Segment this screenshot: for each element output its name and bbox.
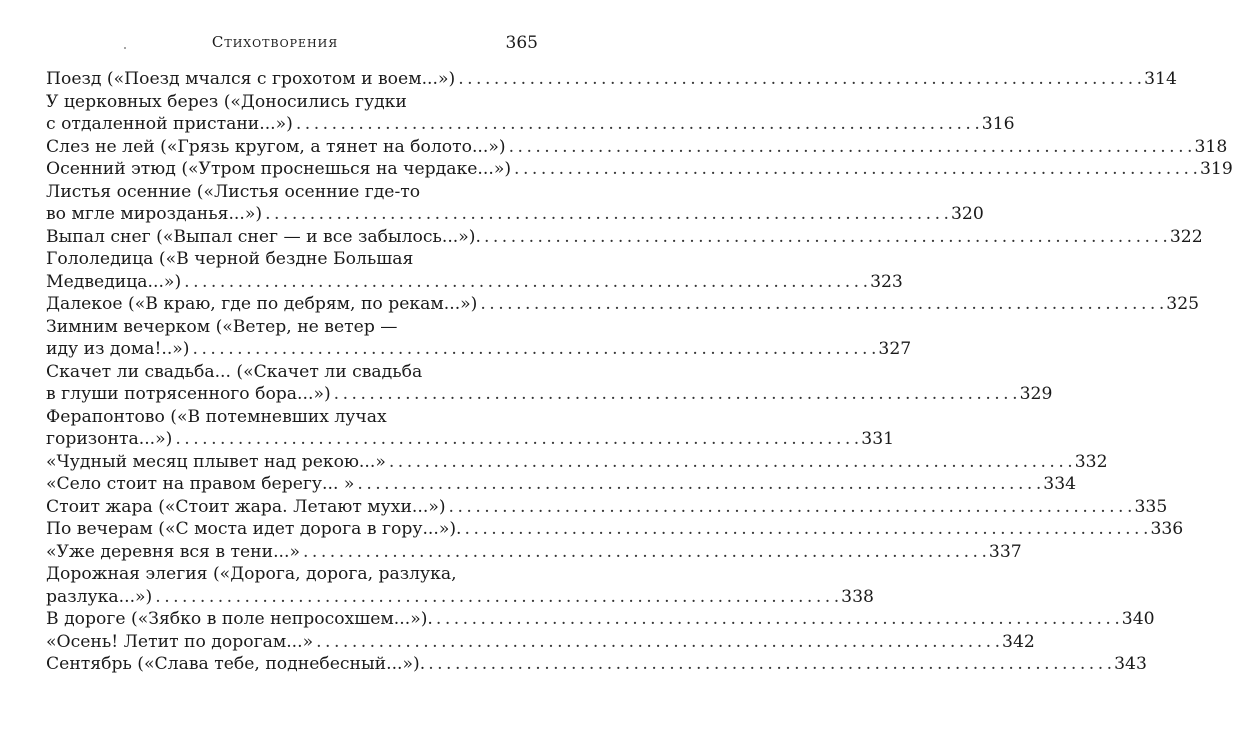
toc-entry <box>46 91 1015 136</box>
toc-entry-title-line: У церковных берез («Доносились гудки <box>46 91 407 112</box>
toc-page-number: 318 <box>1194 136 1228 157</box>
toc-entry-title-line: с отдаленной пристани...») <box>46 114 293 134</box>
toc-entry-title-line: разлука...») <box>46 586 153 607</box>
toc-entry-title-line: Стоит жара («Стоит жара. Летают мухи...») <box>46 496 446 517</box>
toc-page-number: 316 <box>981 114 1015 134</box>
toc-entry <box>46 226 1203 249</box>
toc-entry <box>46 563 874 608</box>
toc-entry-title-line: «Село стоит на правом берегу... » <box>46 474 355 494</box>
table-of-contents <box>46 68 1233 676</box>
toc-entry-last-line <box>46 653 1147 676</box>
toc-entry <box>46 451 1108 474</box>
dot-leader <box>193 338 876 361</box>
dot-leader <box>428 653 1111 676</box>
toc-page-number: 343 <box>1114 654 1147 674</box>
dot-leader <box>265 203 948 226</box>
toc-entry-title-line: Ферапонтово («В потемневших лучах <box>46 406 387 427</box>
toc-entry-title-line: Далекое («В краю, где по дебрям, по рекам...») <box>46 294 478 314</box>
toc-page-number: 320 <box>950 204 984 224</box>
toc-entry <box>46 653 1147 676</box>
toc-entry-title-line: Гололедица («В черной бездне Большая <box>46 249 414 269</box>
toc-entry-last-line <box>46 203 984 226</box>
toc-entry-title-line: «Осень! Летит по дорогам...» <box>46 631 314 652</box>
toc-page-number: 334 <box>1043 474 1077 494</box>
toc-entry-title-line: Сентябрь («Слава тебе, поднебесный...»). <box>46 654 426 674</box>
toc-entry-title-line: Листья осенние («Листья осенние где-то <box>46 181 421 202</box>
toc-entry-last-line <box>46 451 1108 474</box>
dot-leader <box>303 541 986 564</box>
dot-leader <box>484 226 1167 249</box>
toc-entry-last-line <box>46 338 912 361</box>
toc-entry <box>46 158 1233 181</box>
toc-entry-last-line <box>46 518 1184 541</box>
dot-leader <box>509 136 1192 159</box>
toc-entry-last-line <box>46 113 1015 136</box>
toc-entry-last-line <box>46 68 1177 91</box>
page-header <box>0 33 600 55</box>
dot-leader <box>184 271 867 294</box>
toc-entry-title-line: в глуши потрясенного бора...») <box>46 384 331 404</box>
dot-leader <box>458 68 1141 91</box>
toc-entry <box>46 361 1053 406</box>
toc-entry-title-line: Зимним вечерком («Ветер, не ветер — <box>46 316 398 337</box>
toc-entry-title-line: горизонта...») <box>46 429 173 449</box>
toc-page-number: 335 <box>1134 496 1168 517</box>
toc-entry-title-line: В дороге («Зябко в поле непросохшем...»). <box>46 609 433 629</box>
toc-entry-title-line: «Чудный месяц плывет над рекою...» <box>46 451 386 472</box>
toc-entry-last-line <box>46 158 1233 181</box>
toc-entry <box>46 541 1022 564</box>
toc-entry-title-line: Осенний этюд («Утром проснешься на чердаке...») <box>46 159 512 179</box>
toc-page-number: 325 <box>1166 294 1200 314</box>
toc-entry <box>46 518 1184 541</box>
toc-entry-last-line <box>46 293 1200 316</box>
toc-entry-title-line: «Уже деревня вся в тени...» <box>46 541 300 562</box>
dot-leader <box>389 451 1072 474</box>
toc-entry-last-line <box>46 271 903 294</box>
dot-leader <box>514 158 1197 181</box>
toc-entry <box>46 181 984 226</box>
toc-page-number: 314 <box>1144 69 1177 89</box>
running-title: Стихотворения <box>211 33 339 51</box>
toc-entry <box>46 248 903 293</box>
toc-entry-title-line: Поезд («Поезд мчался с грохотом и воем...») <box>46 69 456 89</box>
toc-page-number: 331 <box>861 429 895 449</box>
toc-page-number: 322 <box>1169 226 1203 247</box>
dot-leader <box>357 473 1040 496</box>
dot-leader <box>334 383 1017 406</box>
toc-entry-last-line <box>46 631 1035 654</box>
toc-entry-title-line: во мгле мирозданья...») <box>46 204 263 224</box>
toc-page-number: 319 <box>1199 159 1233 179</box>
toc-entry-title-line: Слез не лей («Грязь кругом, а тянет на болото...») <box>46 136 506 157</box>
toc-page-number: 340 <box>1121 609 1155 629</box>
toc-entry <box>46 316 912 361</box>
toc-entry-title-line: По вечерам («С моста идет дорога в гору...»). <box>46 519 462 539</box>
toc-entry-last-line <box>46 496 1168 519</box>
toc-entry <box>46 136 1228 159</box>
toc-entry-title-line: Медведица...») <box>46 271 182 292</box>
toc-entry <box>46 68 1177 91</box>
toc-entry-last-line <box>46 586 874 609</box>
toc-entry-title-line: Скачет ли свадьба... («Скачет ли свадьба <box>46 361 423 382</box>
toc-entry-title-line: Дорожная элегия («Дорога, дорога, разлука, <box>46 564 457 584</box>
dot-leader <box>316 631 999 654</box>
toc-page-number: 337 <box>988 541 1022 562</box>
toc-entry-last-line <box>46 383 1053 406</box>
toc-entry-last-line <box>46 608 1155 631</box>
dot-leader <box>155 586 838 609</box>
toc-entry-last-line <box>46 428 895 451</box>
toc-page-number: 338 <box>841 586 874 607</box>
dot-leader <box>296 113 979 136</box>
dot-leader <box>480 293 1163 316</box>
dot-leader <box>465 518 1148 541</box>
toc-entry-title-line: иду из дома!..») <box>46 339 190 359</box>
toc-page-number: 342 <box>1002 631 1035 652</box>
toc-entry <box>46 473 1077 496</box>
toc-page-number: 327 <box>878 339 912 359</box>
page-number: 365 <box>505 33 538 53</box>
toc-page-number: 323 <box>870 271 903 292</box>
toc-page-number: 336 <box>1150 519 1184 539</box>
toc-entry <box>46 293 1200 316</box>
toc-entry <box>46 406 895 451</box>
toc-entry <box>46 608 1155 631</box>
dot-leader <box>436 608 1119 631</box>
toc-entry-last-line <box>46 541 1022 564</box>
toc-entry-last-line <box>46 226 1203 249</box>
toc-entry <box>46 496 1168 519</box>
toc-entry-last-line <box>46 473 1077 496</box>
toc-page-number: 329 <box>1019 384 1053 404</box>
toc-entry-last-line <box>46 136 1228 159</box>
toc-entry-title-line: Выпал снег («Выпал снег — и все забылось...»). <box>46 226 481 247</box>
toc-page-number: 332 <box>1074 451 1108 472</box>
toc-entry <box>46 631 1035 654</box>
dot-leader <box>175 428 858 451</box>
dot-leader <box>449 496 1132 519</box>
